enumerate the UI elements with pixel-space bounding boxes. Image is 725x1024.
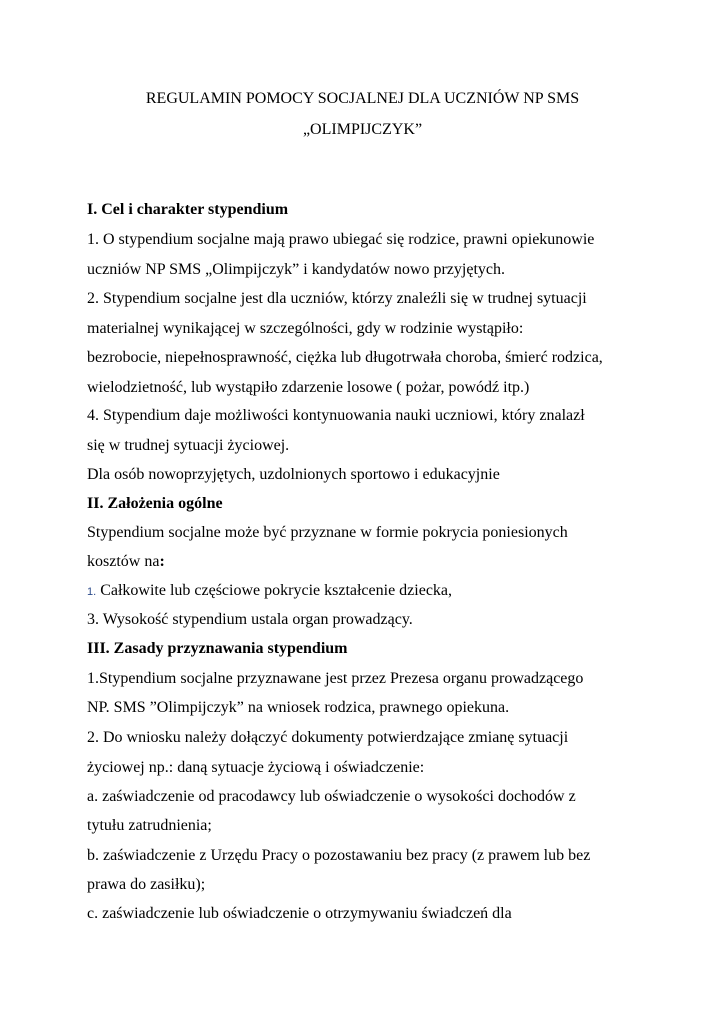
section-2-line: Stypendium socjalne może być przyznane w formie pokrycia poniesionych: [87, 524, 568, 541]
section-1-line: uczniów NP SMS „Olimpijczyk” i kandydatów nowo przyjętych.: [87, 261, 505, 278]
section-1-line: materialnej wynikającej w szczególności, gdy w rodzinie wystąpiło:: [87, 320, 524, 337]
section-2-heading: II. Założenia ogólne: [87, 495, 223, 512]
section-3-line: a. zaświadczenie od pracodawcy lub oświadczenie o wysokości dochodów z: [87, 788, 576, 805]
section-3-line: c. zaświadczenie lub oświadczenie o otrzymywaniu świadczeń dla: [87, 905, 512, 922]
list-item-text: Całkowite lub częściowe pokrycie kształcenie dziecka,: [96, 582, 453, 599]
document-title-line-2: „OLIMPIJCZYK”: [302, 121, 423, 138]
section-3-line: prawa do zasiłku);: [87, 876, 206, 893]
section-3-line: 2. Do wniosku należy dołączyć dokumenty potwierdzające zmianę sytuacji: [87, 729, 569, 746]
section-3-line: 1.Stypendium socjalne przyznawane jest przez Prezesa organu prowadzącego: [87, 670, 584, 687]
section-1-line: 2. Stypendium socjalne jest dla uczniów, którzy znaleźli się w trudnej sytuacji: [87, 290, 587, 307]
section-3-heading: III. Zasady przyznawania stypendium: [87, 640, 348, 657]
section-3-line: b. zaświadczenie z Urzędu Pracy o pozostawaniu bez pracy (z prawem lub bez: [87, 847, 591, 864]
section-3-line: życiowej np.: daną sytuacje życiową i oświadczenie:: [87, 759, 425, 776]
section-1-line: wielodzietność, lub wystąpiło zdarzenie losowe ( pożar, powódź itp.): [87, 379, 530, 396]
section-1-line: się w trudnej sytuacji życiowej.: [87, 437, 290, 454]
list-number: 1.: [87, 586, 97, 598]
section-2-line-text: kosztów na: [87, 553, 160, 570]
section-1-line: 1. O stypendium socjalne mają prawo ubiegać się rodzice, prawni opiekunowie: [87, 231, 595, 248]
section-3-line: tytułu zatrudnienia;: [87, 817, 212, 834]
section-1-heading: I. Cel i charakter stypendium: [87, 201, 289, 218]
section-2-line: 3. Wysokość stypendium ustala organ prowadzący.: [87, 611, 413, 628]
section-1-line: Dla osób nowoprzyjętych, uzdolnionych sportowo i edukacyjnie: [87, 466, 500, 483]
section-3-line: NP. SMS ”Olimpijczyk” na wniosek rodzica, prawnego opiekuna.: [87, 699, 510, 716]
section-1-line: bezrobocie, niepełnosprawność, ciężka lub długotrwała choroba, śmierć rodzica,: [87, 349, 603, 366]
section-2-line: [87, 551, 165, 573]
section-2-line-colon: :: [159, 553, 165, 570]
document-title-line-1: REGULAMIN POMOCY SOCJALNEJ DLA UCZNIÓW NP SMS: [145, 90, 580, 107]
section-1-line: 4. Stypendium daje możliwości kontynuowania nauki uczniowi, który znalazł: [87, 407, 585, 424]
section-2-list-item: [87, 580, 452, 603]
